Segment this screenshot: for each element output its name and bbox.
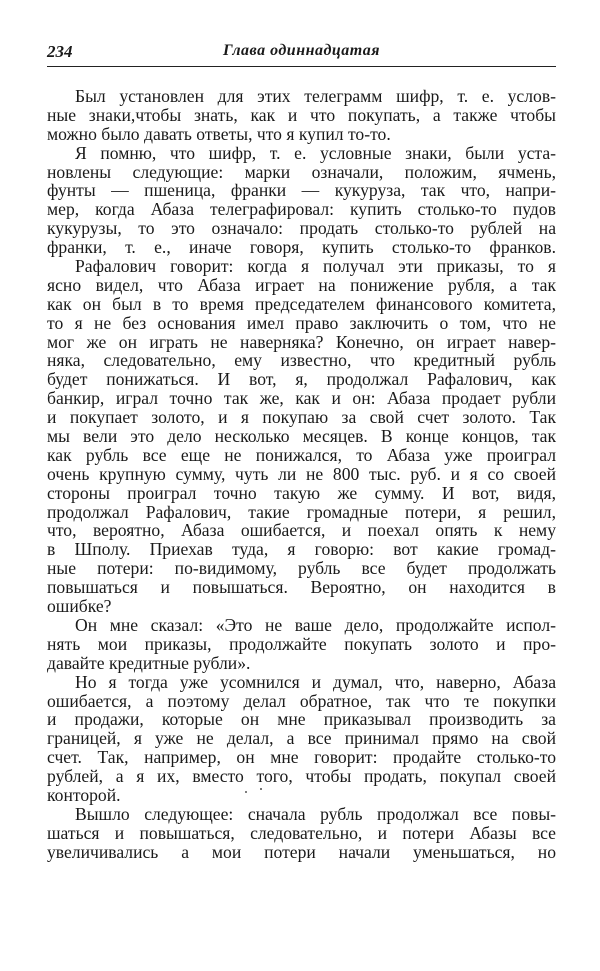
text-line: кукурузы, то это означало: продать столько-то рублей на [47, 218, 556, 239]
print-speck [260, 788, 262, 790]
text-line: фунты — пшеница, франки — кукуруза, так что, напри- [47, 180, 556, 201]
text-line: мог же он играть не наверняка? Конечно, он играет навер- [47, 331, 556, 352]
running-head: Глава одиннадцатая [223, 42, 380, 59]
text-line: Я помню, что шифр, т. е. условные знаки, были уста- [75, 142, 556, 163]
text-line: ные потери: по-видимому, рубль все будет продолжать [47, 558, 556, 579]
page-header [47, 40, 556, 67]
text-line: конторой. [47, 784, 121, 805]
text-line: ошибке? [47, 596, 112, 617]
text-line: няка, следовательно, ему известно, что кредитный рубль [47, 350, 556, 371]
body-text [47, 87, 556, 862]
page-number: 234 [47, 42, 73, 61]
text-line: повышаться и повышаться. Вероятно, он находится в [47, 577, 556, 598]
text-line: счет. Так, например, он мне говорит: продайте столько-то [47, 747, 556, 768]
text-line: рублей, а я их, вместо того, чтобы продать, покупал своей [47, 766, 556, 787]
text-line: стороны проиграл точно такую же сумму. И вот, видя, [47, 482, 556, 503]
text-line: в Шполу. Приехав туда, я говорю: вот какие громад- [47, 539, 556, 560]
text-line: Рафалович говорит: когда я получал эти приказы, то я [75, 256, 556, 277]
text-line: и продажи, которые он мне приказывал производить за [47, 709, 556, 730]
text-line: банкир, играл точно так же, как и он: Абаза продает рубли [47, 388, 556, 409]
text-line: давайте кредитные рубли». [47, 652, 251, 673]
text-line: границей, я уже не делал, а все принимал прямо на свой [47, 728, 556, 749]
text-line: то я не без основания имел право заключить о том, что не [47, 312, 556, 333]
text-line: будет понижаться. И вот, я, продолжал Рафалович, как [47, 369, 556, 390]
text-line: увеличивались а мои потери начали уменьшаться, но [47, 841, 556, 862]
text-line: продолжал Рафалович, такие громадные потери, я решил, [47, 501, 556, 522]
text-line: Он мне сказал: «Это не ваше дело, продолжайте испол- [75, 614, 556, 635]
text-line: нять мои приказы, продолжайте покупать золото и про- [47, 633, 556, 654]
text-line: Вышло следующее: сначала рубль продолжал все повы- [75, 803, 556, 824]
text-line: ясно видел, что Абаза играет на понижение рубля, а так [47, 274, 556, 295]
text-line: Был установлен для этих телеграмм шифр, т. е. услов- [75, 86, 556, 106]
text-line: ные знаки,чтобы знать, как и что покупать, а также чтобы [47, 104, 556, 125]
text-line: как рубль все еще не понижался, то Абаза уже проиграл [47, 444, 556, 465]
text-line: мы вели это дело несколько месяцев. В конце концов, так [47, 426, 556, 447]
text-line: как он был в то время председателем финансового комитета, [47, 293, 556, 314]
text-line: мер, когда Абаза телеграфировал: купить столько-то пудов [47, 199, 556, 220]
text-line: что, вероятно, Абаза ошибается, и поехал опять к нему [47, 520, 556, 541]
text-line: франки, т. е., иначе говоря, купить столько-то франков. [47, 237, 556, 258]
print-speck [245, 791, 247, 793]
text-line: и покупает золото, и я покупаю за свой счет золото. Так [47, 407, 556, 428]
text-line: новлены следующие: марки означали, положим, ячмень, [47, 161, 556, 182]
text-line: Но я тогда уже усомнился и думал, что, наверно, Абаза [75, 671, 556, 692]
text-line: шаться и повышаться, следовательно, и потери Абазы все [47, 822, 556, 843]
text-line: очень крупную сумму, чуть ли не 800 тыс. руб. и я со своей [47, 463, 556, 484]
text-line: можно было давать ответы, что я купил то-то. [47, 123, 391, 144]
text-line: ошибается, а поэтому делал обратное, так что те покупки [47, 690, 556, 711]
